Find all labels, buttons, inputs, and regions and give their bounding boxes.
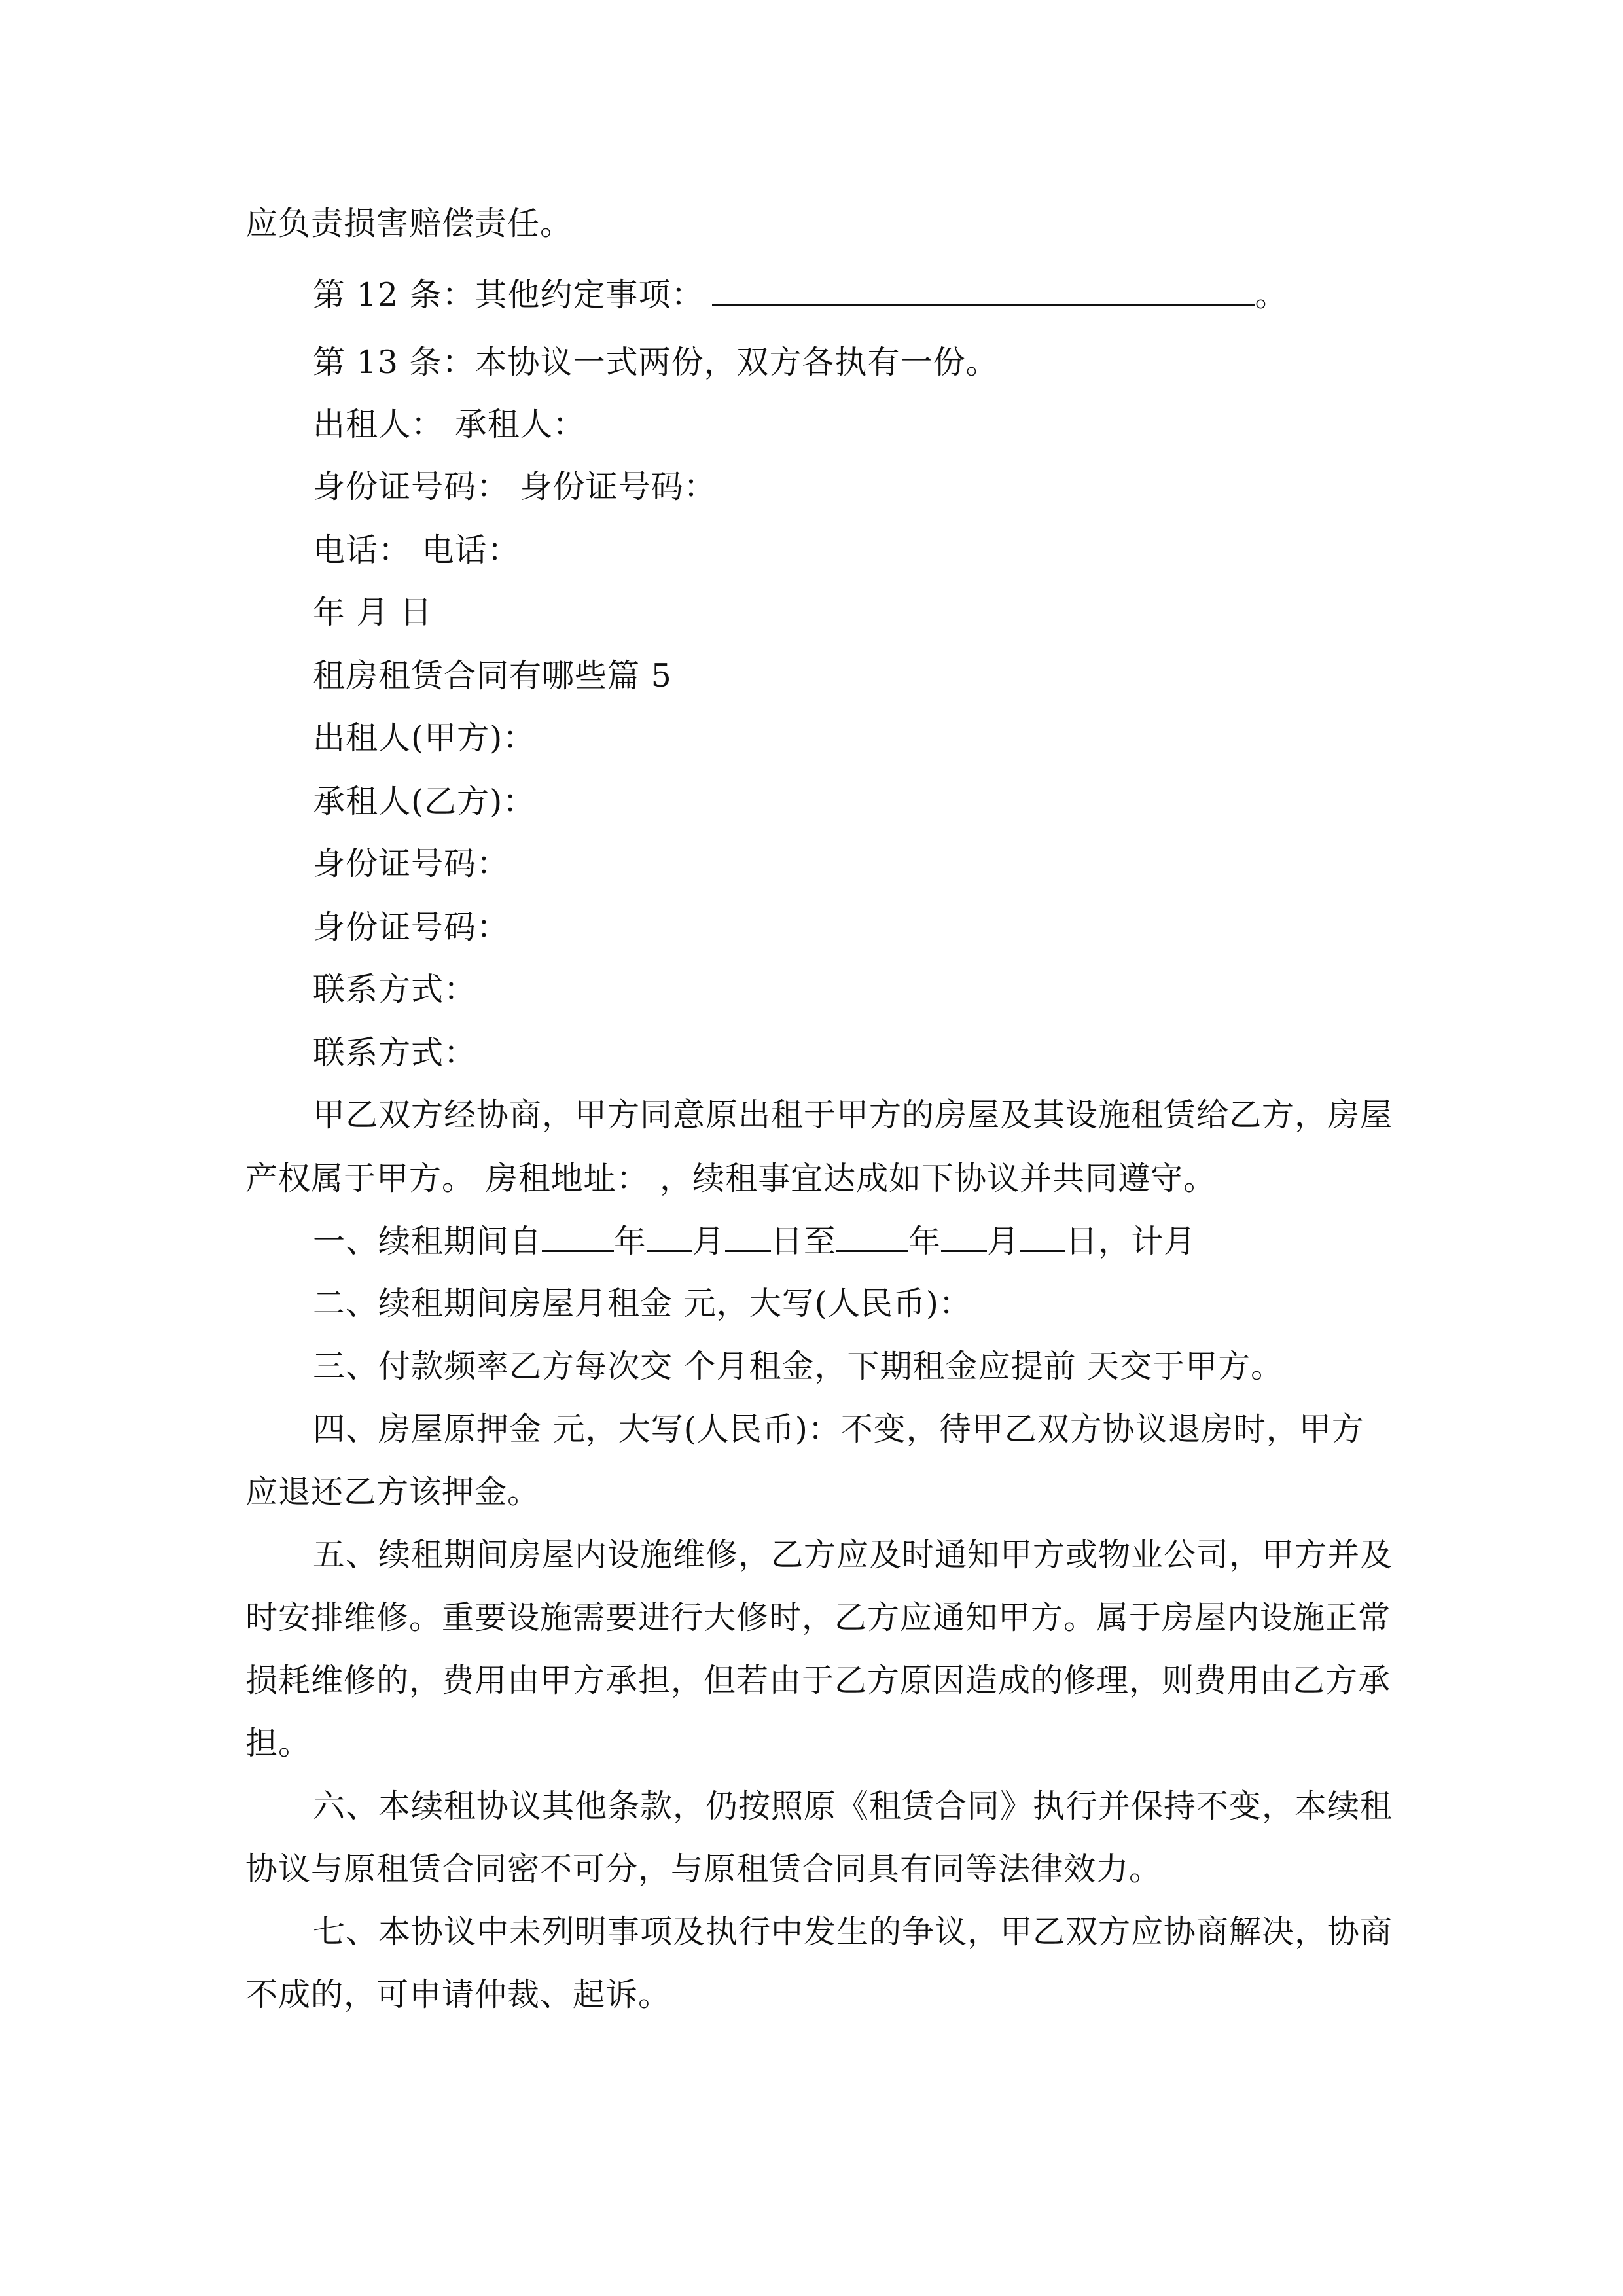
- intro-paragraph-line: 产权属于甲方。 房租地址： ，续租事宜达成如下协议并共同遵守。: [245, 1160, 1217, 1197]
- rent-clause: 二、续租期间房屋月租金 元，大写(人民币)：: [313, 1285, 972, 1322]
- term-year-text: 年: [908, 1223, 942, 1260]
- payment-clause: 三、付款频率乙方每次交 个月租金，下期租金应提前 天交于甲方。: [313, 1348, 1284, 1385]
- end-year-blank: [836, 1221, 908, 1252]
- start-year-blank: [542, 1221, 614, 1252]
- clause-12-blank: [712, 275, 1255, 306]
- term-clause: [313, 1221, 1196, 1261]
- clause-13: 第 13 条：本协议一式两份，双方各执有一份。: [313, 344, 999, 381]
- start-month-blank: [647, 1221, 692, 1252]
- signature-id-numbers: 身份证号码： 身份证号码：: [313, 468, 717, 505]
- section-title: 租房租赁合同有哪些篇 5: [313, 657, 672, 694]
- signature-date: 年 月 日: [313, 594, 433, 631]
- clause-12-label: 第 12 条：其他约定事项：: [313, 276, 704, 314]
- id-number-label: 身份证号码：: [313, 845, 510, 882]
- deposit-clause-line: 四、房屋原押金 元，大写(人民币)：不变，待甲乙双方协议退房时，甲方: [313, 1410, 1364, 1448]
- term-total-text: 日，计月: [1065, 1223, 1197, 1260]
- dispute-clause-line: 七、本协议中未列明事项及执行中发生的争议，甲乙双方应协商解决，协商: [313, 1913, 1393, 1950]
- term-month-text: 月: [987, 1223, 1020, 1260]
- term-to-text: 日至: [771, 1223, 837, 1260]
- lessor-label: 出租人(甲方)：: [313, 719, 536, 757]
- end-month-blank: [941, 1221, 987, 1252]
- repair-clause-line: 时安排维修。重要设施需要进行大修时，乙方应通知甲方。属于房屋内设施正常: [245, 1599, 1391, 1636]
- term-month-text: 月: [692, 1223, 726, 1260]
- contact-label: 联系方式：: [313, 1034, 477, 1071]
- other-terms-clause-line: 协议与原租赁合同密不可分，与原租赁合同具有同等法律效力。: [245, 1850, 1162, 1888]
- dispute-clause-line: 不成的，可申请仲裁、起诉。: [245, 1976, 671, 2013]
- signature-phones: 电话： 电话：: [313, 531, 520, 569]
- intro-paragraph-line: 甲乙双方经协商，甲方同意原出租于甲方的房屋及其设施租赁给乙方，房屋: [313, 1096, 1393, 1134]
- repair-clause-line: 损耗维修的，费用由甲方承担，但若由于乙方原因造成的修理，则费用由乙方承: [245, 1662, 1391, 1699]
- other-terms-clause-line: 六、本续租协议其他条款，仍按照原《租赁合同》执行并保持不变，本续租: [313, 1787, 1393, 1825]
- repair-clause-line: 担。: [245, 1725, 312, 1762]
- term-year-text: 年: [614, 1223, 647, 1260]
- signature-parties: 出租人： 承租人：: [313, 406, 586, 443]
- clause-12: [313, 275, 1288, 315]
- start-day-blank: [725, 1221, 771, 1252]
- term-start-text: 一、续租期间自: [313, 1223, 543, 1260]
- repair-clause-line: 五、续租期间房屋内设施维修，乙方应及时通知甲方或物业公司，甲方并及: [313, 1536, 1393, 1573]
- id-number-label: 身份证号码：: [313, 908, 510, 946]
- clause-11-ending: 应负责损害赔偿责任。: [245, 205, 573, 242]
- contact-label: 联系方式：: [313, 971, 477, 1008]
- clause-12-period: 。: [1255, 276, 1288, 314]
- end-day-blank: [1020, 1221, 1065, 1252]
- lessee-label: 承租人(乙方)：: [313, 783, 536, 820]
- deposit-clause-line: 应退还乙方该押金。: [245, 1473, 541, 1511]
